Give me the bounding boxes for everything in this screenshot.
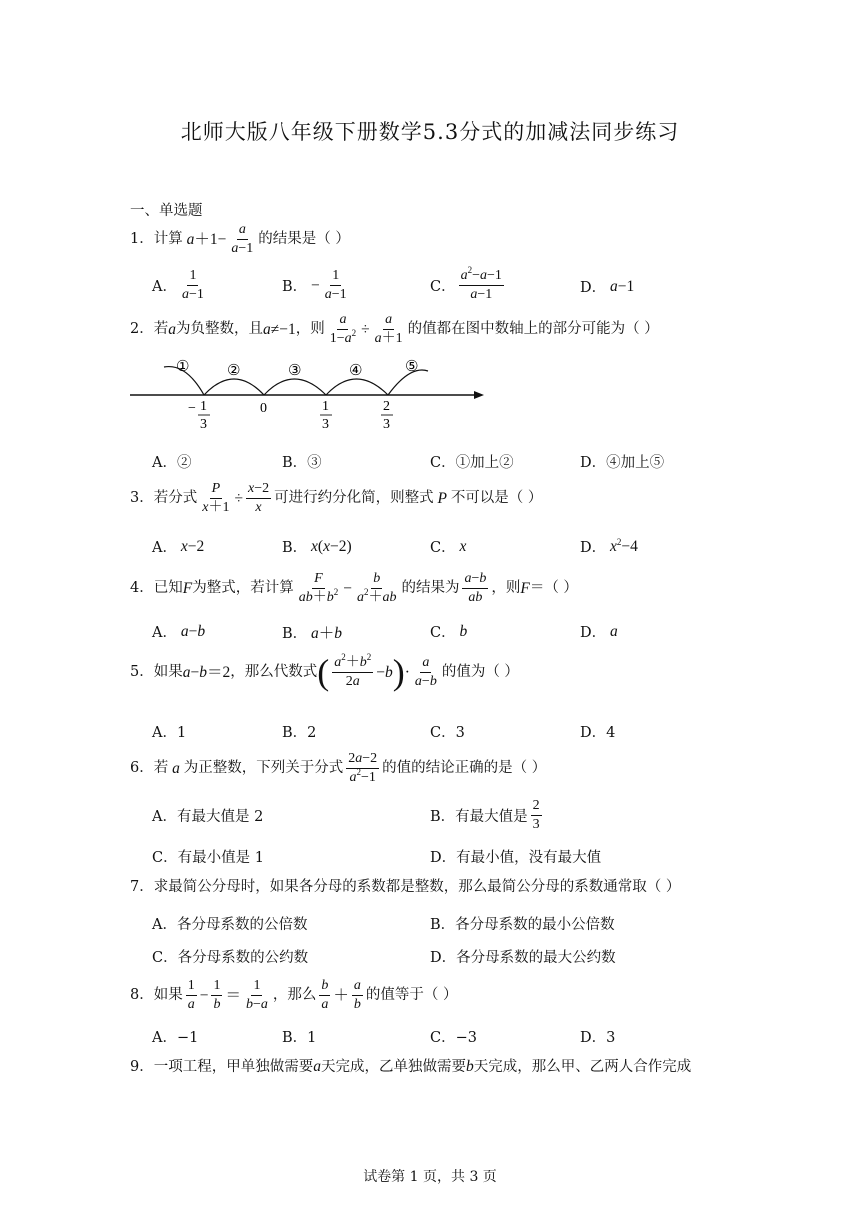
q3-option-d[interactable]: D． $x^2-4$ — [580, 536, 638, 556]
svg-text:3: 3 — [383, 417, 390, 432]
svg-text:3: 3 — [200, 417, 207, 432]
question-1: 1．计算 a＋1− $\frac{a}{a-1}$ 的结果是（ ） — [130, 222, 350, 257]
question-6: 6．若 a 为正整数，下列关于分式 $\frac{2a-2}{a^2-1}$ 的值的结论正确的是（ ） — [130, 751, 547, 786]
q6-option-b[interactable]: B．有最大值是 $\frac{2}{3}$ — [430, 798, 540, 833]
q3-option-b[interactable]: B． x(x−2) — [282, 537, 352, 556]
page-footer: 试卷第 1 页，共 3 页 — [363, 1169, 497, 1185]
q4-option-b[interactable]: B． a＋b — [282, 625, 343, 642]
question-7: 7．求最简公分母时，如果各分母的系数都是整数，那么最简公分母的系数通常取（ ） — [130, 879, 681, 895]
section-heading: 一、单选题 — [130, 203, 203, 219]
question-9: 9．一项工程，甲单独做需要 a 天完成，乙单独做需要 b 天完成，那么甲、乙两人合作完成 — [130, 1058, 692, 1075]
q8-option-c[interactable]: C．−3 — [430, 1030, 477, 1046]
q2-option-a[interactable]: A．② — [152, 455, 192, 471]
q6-option-c[interactable]: C．有最小值是 1 — [152, 850, 264, 866]
q1-option-b[interactable]: B． − $\frac{1}{a-1}$ — [282, 268, 347, 303]
question-2: 2．若 a 为负整数，且 a≠−1 ，则 $\frac{a}{1-a^2}$ ÷ $\frac{a}{a+1}$ 的值都在图中数轴上的部分可能为（ ） — [130, 312, 659, 347]
q8-option-b[interactable]: B．1 — [282, 1030, 317, 1046]
segment-label-1: ① — [176, 357, 190, 375]
q7-option-c[interactable]: C．各分母系数的公约数 — [152, 950, 309, 966]
q7-option-a[interactable]: A．各分母系数的公倍数 — [152, 917, 308, 933]
svg-text:−: − — [188, 401, 196, 416]
svg-text:1: 1 — [200, 399, 207, 414]
q4-option-d[interactable]: D． a — [580, 622, 618, 641]
q8-option-d[interactable]: D．3 — [580, 1030, 616, 1046]
q1-option-d[interactable]: D． a−1 — [580, 277, 635, 296]
q6-option-d[interactable]: D．有最小值，没有最大值 — [430, 850, 602, 866]
svg-text:3: 3 — [322, 417, 329, 432]
q1-prefix: 1．计算 — [130, 231, 183, 248]
q4-option-c[interactable]: C． b — [430, 622, 468, 641]
q5-option-c[interactable]: C．3 — [430, 725, 465, 741]
svg-text:0: 0 — [260, 401, 267, 416]
question-5: 5．如果 a−b＝2 ，那么代数式 ( $\frac{a^2+b^2}{2a}$ −b ) · $\frac{a}{a-b}$ 的值为（ ） — [130, 652, 519, 693]
tick-labels — [188, 399, 393, 432]
q2-option-b[interactable]: B．③ — [282, 455, 322, 471]
segment-label-3: ③ — [288, 361, 302, 379]
number-line-arrow — [474, 391, 484, 399]
segment-label-4: ④ — [349, 361, 363, 379]
svg-text:2: 2 — [383, 399, 390, 414]
q1-option-c[interactable]: C． $\frac{a^2-a-1}{a-1}$ — [430, 265, 502, 303]
question-4: 4．已知 F 为整式，若计算 $\frac{F}{ab+b^2}$ − $\frac{b}{a^2+ab}$ 的结果为 $\frac{a-b}{ab}$ ，则 F ＝（ ） — [130, 571, 578, 606]
q5-option-d[interactable]: D．4 — [580, 725, 616, 741]
q3-option-c[interactable]: C． x — [430, 537, 467, 556]
q6-option-a[interactable]: A．有最大值是 2 — [152, 809, 264, 825]
q2-option-d[interactable]: D．④加上⑤ — [580, 455, 665, 471]
q3-option-a[interactable]: A． x−2 — [152, 537, 205, 556]
q7-option-d[interactable]: D．各分母系数的最大公约数 — [430, 950, 616, 966]
q7-option-b[interactable]: B．各分母系数的最小公倍数 — [430, 917, 615, 933]
question-8: 8．如果 $\frac{1}{a}$ − $\frac{1}{b}$ ＝ $\frac{1}{b-a}$ ，那么 $\frac{b}{a}$ ＋ $\frac{a}{b}$ 的值等于（ ） — [130, 978, 458, 1013]
number-line-figure — [128, 355, 498, 435]
q4-option-a[interactable]: A． a−b — [152, 622, 206, 641]
question-3: 3．若分式 $\frac{P}{x+1}$ ÷ $\frac{x-2}{x}$ 可进行约分化简，则整式 P 不可以是（ ） — [130, 481, 543, 516]
q2-option-c[interactable]: C．①加上② — [430, 455, 514, 471]
q5-option-b[interactable]: B．2 — [282, 725, 317, 741]
segment-label-5: ⑤ — [405, 357, 419, 375]
svg-text:1: 1 — [322, 399, 329, 414]
q1-suffix: 的结果是（ ） — [258, 231, 350, 248]
q8-option-a[interactable]: A．−1 — [152, 1030, 199, 1046]
q5-option-a[interactable]: A．1 — [152, 725, 187, 741]
q1-option-a[interactable]: A． $\frac{1}{a-1}$ — [152, 268, 204, 303]
page-title: 北师大版八年级下册数学5.3分式的加减法同步练习 — [180, 120, 680, 144]
segment-label-2: ② — [227, 361, 241, 379]
